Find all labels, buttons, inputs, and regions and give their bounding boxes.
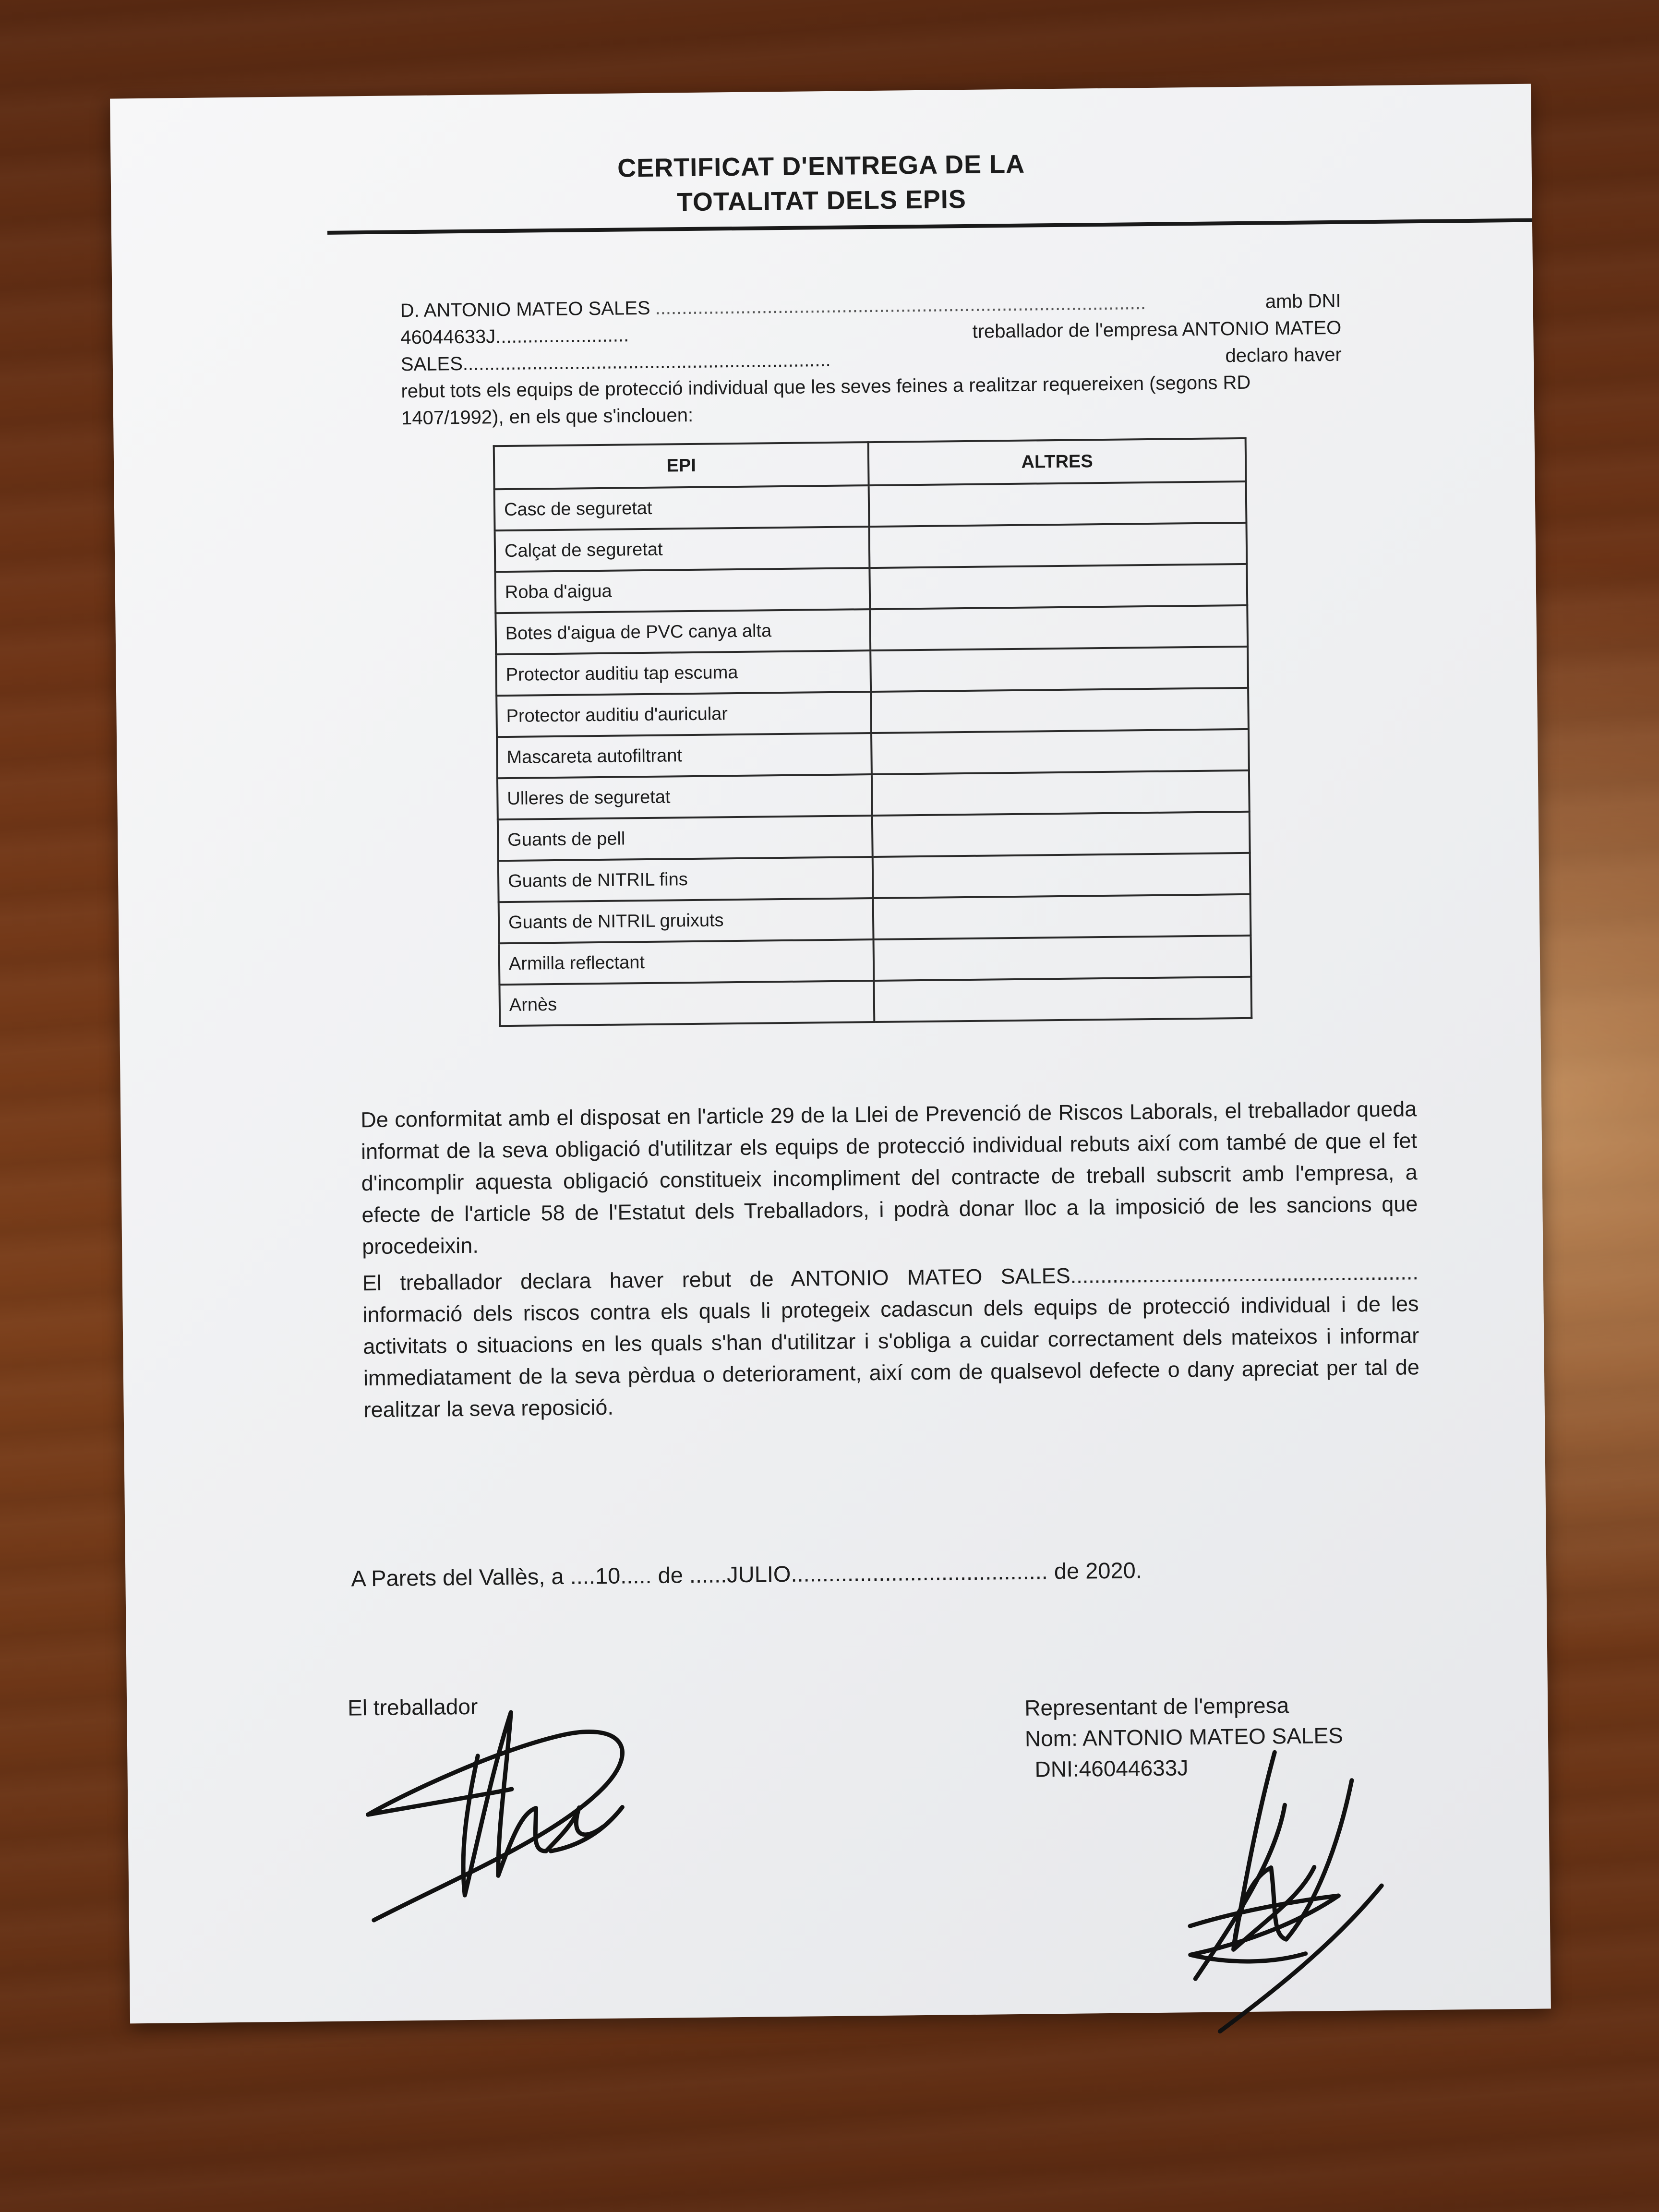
altres-cell (874, 936, 1251, 981)
intro-dni-label: amb DNI (1265, 290, 1341, 313)
intro-company-text: treballador de l'empresa ANTONIO MATEO (972, 317, 1342, 342)
certificate-document (110, 84, 1551, 2024)
epi-cell: Protector auditiu tap escuma (496, 650, 871, 696)
worker-signature (352, 1691, 748, 1945)
table-row (496, 688, 1249, 737)
epi-cell: Calçat de seguretat (495, 527, 870, 572)
epi-cell: Guants de NITRIL gruixuts (499, 898, 874, 943)
altres-cell (872, 812, 1250, 857)
altres-cell (869, 564, 1247, 609)
table-row (497, 770, 1250, 819)
table-row (496, 647, 1248, 696)
table-row (495, 605, 1248, 654)
altres-cell (874, 977, 1251, 1022)
title-line-1: CERTIFICAT D'ENTREGA DE LA (617, 149, 1025, 183)
epi-cell: Protector auditiu d'auricular (496, 692, 871, 737)
altres-cell (871, 729, 1249, 774)
altres-cell (872, 770, 1250, 816)
altres-cell (870, 605, 1248, 650)
epi-cell: Casc de seguretat (494, 485, 869, 530)
title-line-2: TOTALITAT DELS EPIS (676, 184, 967, 217)
epi-cell: Mascareta autofiltrant (497, 733, 872, 778)
company-signature (1111, 1722, 1451, 2056)
table-row (498, 812, 1250, 861)
intro-worker-name: D. ANTONIO MATEO SALES (400, 297, 650, 322)
intro-declare-text: declaro haver (1225, 344, 1342, 367)
table-row (495, 564, 1247, 613)
table-row (499, 894, 1251, 943)
epi-cell: Guants de pell (498, 816, 873, 861)
table-row (498, 853, 1250, 902)
obligation-paragraph: De conformitat amb el disposat en l'article 29 de la Llei de Prevenció de Riscos Laborals, el treballador queda informat de la seva obligació d'utilitzar els equips de protecció individual rebuts així com també de que el fet d'incomplir aquesta obligació constitueix incompliment del contracte de treball subscrit amb l'empresa, a efecte de l'article 58 de l'Estatut dels Treballadors, i podrà donar lloc a la imposició de les sancions que procedeixin. (361, 1096, 1418, 1259)
table-row (495, 523, 1247, 572)
table-row (497, 729, 1249, 778)
company-rep-label: Representant de l'empresa (1024, 1693, 1289, 1720)
intro-dni-value: 46044633J......................... (400, 325, 629, 349)
intro-line-4: rebut tots els equips de protecció individual que les seves feines a realitzar requereixen (segons RD 1407/1992), en els que s'inclouen: (401, 372, 1251, 429)
place-date-line: A Parets del Vallès, a ....10..... de ......JULIO......................................... de 2020. (351, 1557, 1142, 1591)
epi-cell: Roba d'aigua (495, 568, 870, 613)
intro-dots: ............................................................................................ (655, 292, 1146, 319)
header-epi: EPI (494, 442, 869, 489)
worker-signature-label: El treballador (347, 1694, 478, 1720)
document-title (110, 142, 1532, 226)
altres-cell (871, 688, 1249, 733)
altres-cell (869, 523, 1247, 568)
altres-cell (873, 853, 1250, 898)
table-row (494, 481, 1247, 530)
company-rep-name: Nom: ANTONIO MATEO SALES (1024, 1722, 1344, 1751)
epi-table (493, 437, 1253, 1027)
altres-cell (873, 894, 1251, 939)
table-row (499, 936, 1251, 985)
table-row (499, 977, 1251, 1026)
intro-company-name: SALES..................................................................... (400, 349, 831, 375)
intro-declaration (400, 288, 1342, 432)
company-rep-dni: DNI:46044633J (1034, 1755, 1189, 1782)
epi-cell: Guants de NITRIL fins (498, 857, 873, 902)
epi-cell: Arnès (499, 981, 874, 1026)
epi-cell: Ulleres de seguretat (497, 774, 872, 819)
epi-cell: Botes d'aigua de PVC canya alta (495, 609, 870, 654)
risk-information-paragraph: El treballador declara haver rebut de ANTONIO MATEO SALES.......................................................... informació dels riscos contra els quals li protegeix cadascun dels equips de protecció individual i de les activitats o situacions en les quals s'han d'utilitzar i s'obliga a cuidar correctament dels mateixos i informar immediatament de la seva pèrdua o deteriorament, així com de qualsevol defecte o dany apreciat per tal de realitzar la seva reposició. (362, 1260, 1420, 1422)
epi-table-header (494, 438, 1246, 489)
altres-cell (870, 647, 1248, 692)
altres-cell (869, 481, 1247, 527)
epi-cell: Armilla reflectant (499, 939, 874, 985)
header-altres: ALTRES (868, 438, 1246, 485)
